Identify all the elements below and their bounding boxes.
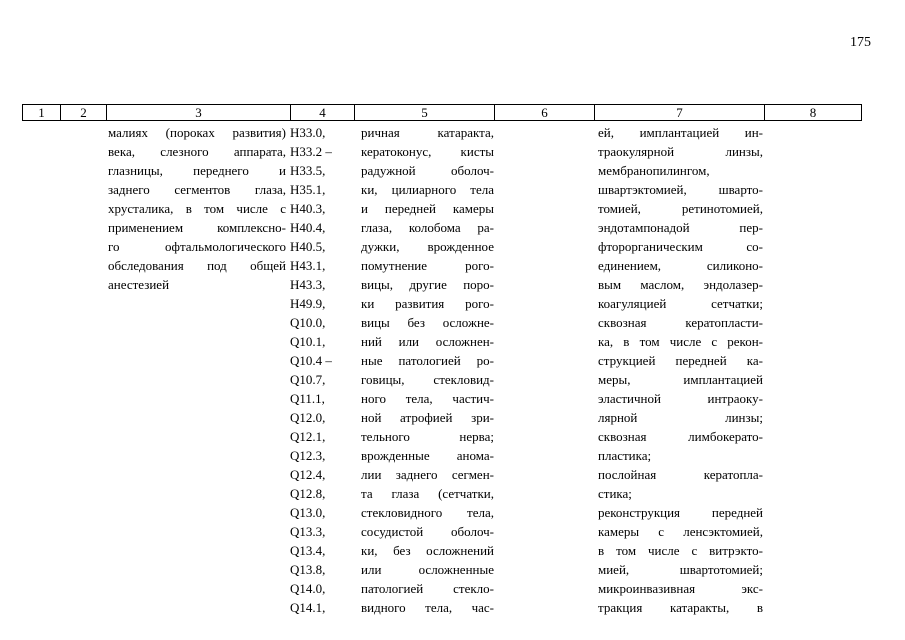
column-3-text (108, 123, 286, 294)
col7-line: послойная кератопла- (598, 467, 763, 482)
col5-line: ки, без осложнений (361, 543, 494, 558)
header-cell-6: 6 (495, 105, 595, 121)
col5-line: глаза, колобома ра- (361, 220, 494, 235)
header-cell-8: 8 (765, 105, 862, 121)
col4-line: H33.5, (290, 163, 326, 178)
header-cell-3: 3 (107, 105, 291, 121)
col5-line: ний или осложнен- (361, 334, 494, 349)
col5-line: дужки, врожденное (361, 239, 494, 254)
header-cell-1: 1 (23, 105, 61, 121)
col5-line: помутнение рого- (361, 258, 494, 273)
col4-line: H40.3, (290, 201, 326, 216)
col7-line: пластика; (598, 448, 652, 463)
col3-line: применением комплексно- (108, 220, 286, 235)
col5-line: лии заднего сегмен- (361, 467, 494, 482)
col4-line: Q10.4 – (290, 353, 332, 368)
col5-line: тельного нерва; (361, 429, 494, 444)
col7-line: реконструкция передней (598, 505, 763, 520)
col5-line: радужной оболоч- (361, 163, 494, 178)
col3-line: глазницы, переднего и (108, 163, 286, 178)
col7-line: ка, в том числе с рекон- (598, 334, 763, 349)
col3-line: го офтальмологического (108, 239, 286, 254)
col7-line: томией, ретинотомией, (598, 201, 763, 216)
col3-line: малиях (пороках развития) (108, 125, 286, 140)
col4-line: Q14.1, (290, 600, 326, 615)
col5-line: та глаза (сетчатки, (361, 486, 494, 501)
col4-line: Q12.0, (290, 410, 326, 425)
col4-line: H40.5, (290, 239, 326, 254)
column-4-codes (290, 123, 344, 617)
col7-line: эндотампонадой пер- (598, 220, 763, 235)
col5-line: или осложненные (361, 562, 494, 577)
col7-line: мией, швартотомией; (598, 562, 763, 577)
col5-line: стекловидного тела, (361, 505, 494, 520)
col3-line: хрусталика, в том числе с (108, 201, 286, 216)
col4-line: Q13.8, (290, 562, 326, 577)
col5-line: ричная катаракта, (361, 125, 494, 140)
col7-line: траокулярной линзы, (598, 144, 763, 159)
col5-line: ного тела, частич- (361, 391, 494, 406)
col3-line: анестезией (108, 277, 170, 292)
col4-line: H49.9, (290, 296, 326, 311)
col4-line: Q12.4, (290, 467, 326, 482)
column-number-header (22, 104, 862, 121)
col7-line: меры, имплантацией (598, 372, 763, 387)
col7-line: вым маслом, эндолазер- (598, 277, 763, 292)
col5-line: вицы, другие поро- (361, 277, 494, 292)
header-cell-7: 7 (595, 105, 765, 121)
col4-line: Q11.1, (290, 391, 325, 406)
col5-line: ной атрофией зри- (361, 410, 494, 425)
col4-line: H35.1, (290, 182, 326, 197)
col4-line: Q10.7, (290, 372, 326, 387)
page-number: 175 (850, 35, 871, 50)
col7-line: струкцией передней ка- (598, 353, 763, 368)
col7-line: камеры с ленсэктомией, (598, 524, 763, 539)
col5-line: вицы без осложне- (361, 315, 494, 330)
col7-line: сквозная лимбокерато- (598, 429, 763, 444)
col4-line: H43.1, (290, 258, 326, 273)
col4-line: Q13.0, (290, 505, 326, 520)
header-cell-2: 2 (61, 105, 107, 121)
col5-line: ки развития рого- (361, 296, 494, 311)
col4-line: H43.3, (290, 277, 326, 292)
col7-line: сквозная кератопласти- (598, 315, 763, 330)
col4-line: Q12.1, (290, 429, 326, 444)
col4-line: Q13.4, (290, 543, 326, 558)
col7-line: фторорганическим со- (598, 239, 763, 254)
col4-line: Q10.0, (290, 315, 326, 330)
col3-line: заднего сегментов глаза, (108, 182, 286, 197)
col4-line: Q10.1, (290, 334, 326, 349)
col7-line: лярной линзы; (598, 410, 763, 425)
col4-line: H40.4, (290, 220, 326, 235)
col3-line: века, слезного аппарата, (108, 144, 286, 159)
col5-line: патологией стекло- (361, 581, 494, 596)
col5-line: врожденные анома- (361, 448, 494, 463)
column-7-text (598, 123, 763, 617)
col7-line: единением, силиконо- (598, 258, 763, 273)
col5-line: ные патологией ро- (361, 353, 494, 368)
col7-line: швартэктомией, шварто- (598, 182, 763, 197)
col7-line: мембранопилингом, (598, 163, 710, 178)
col7-line: в том числе с витрэкто- (598, 543, 763, 558)
col5-line: говицы, стекловид- (361, 372, 494, 387)
col7-line: тракция катаракты, в (598, 600, 763, 615)
col5-line: сосудистой оболоч- (361, 524, 494, 539)
col5-line: видного тела, час- (361, 600, 494, 615)
col4-line: H33.2 – (290, 144, 332, 159)
col4-line: Q12.3, (290, 448, 326, 463)
col4-line: H33.0, (290, 125, 326, 140)
header-cell-5: 5 (355, 105, 495, 121)
column-5-text (361, 123, 494, 617)
col5-line: кератоконус, кисты (361, 144, 494, 159)
col3-line: обследования под общей (108, 258, 286, 273)
col7-line: коагуляцией сетчатки; (598, 296, 763, 311)
col4-line: Q13.3, (290, 524, 326, 539)
col5-line: ки, цилиарного тела (361, 182, 494, 197)
header-cell-4: 4 (291, 105, 355, 121)
col7-line: стика; (598, 486, 632, 501)
col7-line: ей, имплантацией ин- (598, 125, 763, 140)
col4-line: Q14.0, (290, 581, 326, 596)
col7-line: микроинвазивная экс- (598, 581, 763, 596)
col7-line: эластичной интраоку- (598, 391, 763, 406)
col4-line: Q12.8, (290, 486, 326, 501)
col5-line: и передней камеры (361, 201, 494, 216)
